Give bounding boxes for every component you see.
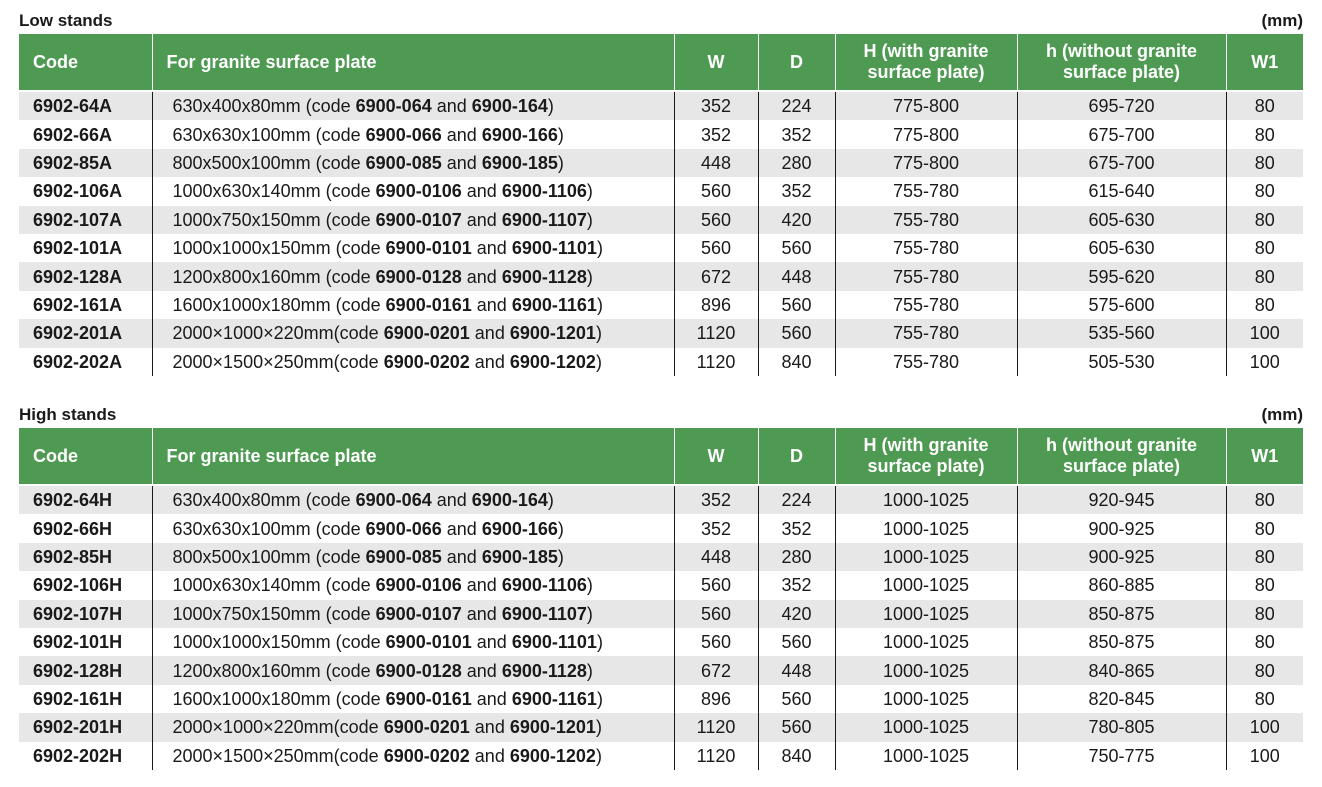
cell-plate: 2000×1000×220mm(code 6900-0201 and 6900-1201) [152, 713, 674, 741]
cell-h-without: 695-720 [1017, 91, 1226, 120]
table-row [19, 149, 1303, 177]
cell-code: 6902-101H [19, 628, 152, 656]
cell-h-without: 750-775 [1017, 742, 1226, 770]
low-stands-body [19, 91, 1303, 376]
section-header [19, 8, 1303, 34]
cell-d: 560 [758, 713, 835, 741]
cell-h-with: 755-780 [835, 262, 1017, 290]
plate-word-code: code [341, 688, 381, 709]
cell-d: 448 [758, 262, 835, 290]
cell-plate: 1600x1000x180mm (code 6900-0161 and 6900-1161) [152, 291, 674, 319]
table-row [19, 91, 1303, 120]
cell-h-without: 840-865 [1017, 656, 1226, 684]
cell-h-with: 1000-1025 [835, 656, 1017, 684]
plate-code-2: 6900-185 [481, 152, 558, 173]
cell-w: 1120 [674, 348, 758, 376]
section-header [19, 402, 1303, 428]
header-d: D [758, 428, 835, 485]
header-h-without-line1: h (without granite [1046, 41, 1197, 61]
plate-word-and: and [476, 238, 507, 259]
cell-w: 352 [674, 120, 758, 148]
cell-w1: 80 [1226, 685, 1303, 713]
low-stands-table [19, 34, 1303, 376]
section-title: Low stands [19, 11, 113, 30]
cell-h-with: 1000-1025 [835, 485, 1017, 514]
cell-d: 420 [758, 600, 835, 628]
cell-w1: 80 [1226, 91, 1303, 120]
cell-plate: 800x500x100mm (code 6900-085 and 6900-185) [152, 149, 674, 177]
cell-w1: 80 [1226, 262, 1303, 290]
plate-word-code: code [321, 124, 361, 145]
cell-w1: 80 [1226, 485, 1303, 514]
plate-word-and: and [446, 152, 477, 173]
plate-size: 800x500x100mm ( [172, 152, 322, 173]
header-plate: For granite surface plate [152, 428, 674, 485]
plate-code-2: 6900-1128 [501, 266, 587, 287]
plate-size: 1000x750x150mm ( [172, 603, 332, 624]
plate-word-code: code [321, 546, 361, 567]
table-row [19, 319, 1303, 347]
plate-code-2: 6900-1106 [501, 575, 587, 596]
plate-word-and: and [446, 518, 477, 539]
cell-plate: 1600x1000x180mm (code 6900-0161 and 6900-1161) [152, 685, 674, 713]
cell-w: 1120 [674, 713, 758, 741]
cell-w: 560 [674, 206, 758, 234]
plate-code-2: 6900-164 [471, 490, 548, 511]
cell-w: 1120 [674, 742, 758, 770]
plate-code-2: 6900-1202 [509, 351, 596, 372]
plate-code-2: 6900-1101 [511, 238, 597, 259]
plate-size: 1000x1000x150mm ( [172, 238, 342, 259]
cell-h-without: 780-805 [1017, 713, 1226, 741]
cell-code: 6902-161H [19, 685, 152, 713]
plate-word-and: and [466, 181, 497, 202]
cell-h-without: 675-700 [1017, 120, 1226, 148]
cell-w1: 100 [1226, 348, 1303, 376]
plate-size: 2000×1000×220mm( [172, 323, 340, 344]
cell-h-without: 900-925 [1017, 543, 1226, 571]
cell-w1: 100 [1226, 713, 1303, 741]
cell-h-with: 755-780 [835, 177, 1017, 205]
plate-word-and: and [436, 96, 467, 117]
high-stands-table [19, 428, 1303, 770]
cell-w: 560 [674, 628, 758, 656]
plate-word-and: and [476, 688, 507, 709]
plate-size: 1000x750x150mm ( [172, 209, 332, 230]
plate-word-and: and [436, 490, 467, 511]
cell-h-without: 605-630 [1017, 234, 1226, 262]
cell-w: 672 [674, 262, 758, 290]
plate-word-code: code [339, 323, 379, 344]
plate-word-and: and [446, 546, 477, 567]
plate-word-code: code [331, 266, 371, 287]
cell-plate: 2000×1500×250mm(code 6900-0202 and 6900-1202) [152, 348, 674, 376]
cell-w: 560 [674, 600, 758, 628]
cell-d: 280 [758, 149, 835, 177]
cell-d: 560 [758, 319, 835, 347]
cell-w: 896 [674, 685, 758, 713]
header-h-without [1017, 428, 1226, 485]
cell-plate: 1000x1000x150mm (code 6900-0101 and 6900-1101) [152, 234, 674, 262]
header-plate: For granite surface plate [152, 34, 674, 91]
plate-word-code: code [321, 518, 361, 539]
header-d: D [758, 34, 835, 91]
plate-code-2: 6900-1161 [511, 688, 597, 709]
cell-w1: 80 [1226, 656, 1303, 684]
cell-h-with: 775-800 [835, 91, 1017, 120]
header-w: W [674, 34, 758, 91]
cell-code: 6902-107H [19, 600, 152, 628]
cell-h-without: 900-925 [1017, 514, 1226, 542]
plate-code-1: 6900-0161 [385, 294, 472, 315]
cell-d: 224 [758, 91, 835, 120]
cell-w: 448 [674, 149, 758, 177]
unit-label: (mm) [1261, 405, 1303, 424]
cell-plate: 1000x630x140mm (code 6900-0106 and 6900-1106) [152, 177, 674, 205]
cell-code: 6902-66A [19, 120, 152, 148]
cell-w1: 80 [1226, 149, 1303, 177]
table-header-row [19, 34, 1303, 91]
cell-w1: 80 [1226, 291, 1303, 319]
plate-code-1: 6900-066 [365, 518, 442, 539]
cell-w1: 80 [1226, 571, 1303, 599]
table-row [19, 685, 1303, 713]
plate-code-1: 6900-064 [355, 96, 432, 117]
cell-w: 896 [674, 291, 758, 319]
plate-code-2: 6900-1202 [509, 745, 596, 766]
plate-code-1: 6900-0107 [375, 603, 462, 624]
plate-word-code: code [339, 351, 379, 372]
cell-w1: 80 [1226, 177, 1303, 205]
cell-d: 352 [758, 514, 835, 542]
cell-w: 672 [674, 656, 758, 684]
cell-w: 560 [674, 177, 758, 205]
plate-word-and: and [474, 717, 505, 738]
cell-plate: 1000x750x150mm (code 6900-0107 and 6900-1107) [152, 600, 674, 628]
cell-h-without: 535-560 [1017, 319, 1226, 347]
plate-word-code: code [321, 152, 361, 173]
cell-plate: 630x400x80mm (code 6900-064 and 6900-164) [152, 485, 674, 514]
cell-d: 560 [758, 628, 835, 656]
plate-code-1: 6900-0106 [375, 181, 462, 202]
plate-code-1: 6900-066 [365, 124, 442, 145]
cell-h-without: 615-640 [1017, 177, 1226, 205]
cell-code: 6902-106H [19, 571, 152, 599]
cell-d: 280 [758, 543, 835, 571]
cell-w: 560 [674, 234, 758, 262]
cell-plate: 1000x630x140mm (code 6900-0106 and 6900-1106) [152, 571, 674, 599]
plate-word-and: and [474, 351, 505, 372]
plate-size: 1000x630x140mm ( [172, 575, 332, 596]
cell-code: 6902-101A [19, 234, 152, 262]
table-row [19, 177, 1303, 205]
cell-w1: 100 [1226, 742, 1303, 770]
cell-plate: 1200x800x160mm (code 6900-0128 and 6900-1128) [152, 656, 674, 684]
cell-w: 1120 [674, 319, 758, 347]
table-row [19, 713, 1303, 741]
table-row [19, 262, 1303, 290]
header-w1: W1 [1226, 34, 1303, 91]
plate-word-and: and [476, 632, 507, 653]
cell-h-without: 595-620 [1017, 262, 1226, 290]
plate-code-2: 6900-1161 [511, 294, 597, 315]
cell-h-with: 755-780 [835, 348, 1017, 376]
cell-code: 6902-106A [19, 177, 152, 205]
plate-word-code: code [331, 181, 371, 202]
cell-d: 448 [758, 656, 835, 684]
plate-code-2: 6900-1201 [509, 717, 596, 738]
header-h-without-line2: surface plate) [1062, 62, 1181, 82]
table-row [19, 485, 1303, 514]
cell-code: 6902-201A [19, 319, 152, 347]
cell-plate: 630x400x80mm (code 6900-064 and 6900-164) [152, 91, 674, 120]
plate-code-2: 6900-166 [481, 518, 558, 539]
unit-label: (mm) [1261, 11, 1303, 30]
cell-h-without: 675-700 [1017, 149, 1226, 177]
cell-plate: 800x500x100mm (code 6900-085 and 6900-185) [152, 543, 674, 571]
cell-code: 6902-85A [19, 149, 152, 177]
table-row [19, 656, 1303, 684]
plate-code-1: 6900-0202 [383, 745, 470, 766]
plate-code-2: 6900-166 [481, 124, 558, 145]
plate-code-2: 6900-1107 [501, 209, 587, 230]
cell-h-with: 755-780 [835, 234, 1017, 262]
table-row [19, 514, 1303, 542]
cell-d: 352 [758, 177, 835, 205]
table-row [19, 600, 1303, 628]
cell-h-without: 850-875 [1017, 628, 1226, 656]
plate-size: 2000×1000×220mm( [172, 717, 340, 738]
cell-d: 560 [758, 234, 835, 262]
plate-code-1: 6900-085 [365, 152, 442, 173]
plate-code-1: 6900-0201 [383, 717, 470, 738]
header-h-with-line2: surface plate) [867, 456, 985, 476]
header-code: Code [19, 428, 152, 485]
cell-h-with: 1000-1025 [835, 514, 1017, 542]
plate-word-code: code [331, 603, 371, 624]
cell-code: 6902-128A [19, 262, 152, 290]
plate-size: 1000x1000x150mm ( [172, 632, 342, 653]
plate-code-2: 6900-1101 [511, 632, 597, 653]
header-h-without [1017, 34, 1226, 91]
cell-d: 560 [758, 291, 835, 319]
high-stands-section [19, 402, 1303, 770]
cell-h-with: 1000-1025 [835, 742, 1017, 770]
cell-code: 6902-64A [19, 91, 152, 120]
plate-size: 630x630x100mm ( [172, 518, 322, 539]
cell-plate: 1200x800x160mm (code 6900-0128 and 6900-1128) [152, 262, 674, 290]
plate-word-code: code [331, 209, 371, 230]
cell-code: 6902-202H [19, 742, 152, 770]
cell-h-without: 820-845 [1017, 685, 1226, 713]
plate-code-2: 6900-1128 [501, 660, 587, 681]
plate-size: 1200x800x160mm ( [172, 660, 332, 681]
cell-w: 352 [674, 514, 758, 542]
cell-w1: 80 [1226, 206, 1303, 234]
cell-plate: 2000×1500×250mm(code 6900-0202 and 6900-1202) [152, 742, 674, 770]
cell-code: 6902-85H [19, 543, 152, 571]
header-h-with-line2: surface plate) [867, 62, 985, 82]
header-h-with [835, 34, 1017, 91]
cell-code: 6902-128H [19, 656, 152, 684]
table-header-row [19, 428, 1303, 485]
plate-code-1: 6900-0161 [385, 688, 472, 709]
high-stands-body [19, 485, 1303, 770]
plate-word-and: and [474, 745, 505, 766]
cell-w: 352 [674, 485, 758, 514]
cell-w1: 80 [1226, 543, 1303, 571]
header-h-without-line1: h (without granite [1046, 435, 1197, 455]
header-h-with-line1: H (with granite [863, 41, 989, 61]
cell-d: 840 [758, 742, 835, 770]
plate-code-1: 6900-0128 [375, 660, 462, 681]
cell-h-without: 505-530 [1017, 348, 1226, 376]
table-row [19, 543, 1303, 571]
plate-code-2: 6900-185 [481, 546, 558, 567]
plate-code-1: 6900-064 [355, 490, 432, 511]
plate-word-and: and [466, 575, 497, 596]
cell-code: 6902-201H [19, 713, 152, 741]
plate-code-1: 6900-0107 [375, 209, 462, 230]
cell-h-with: 755-780 [835, 319, 1017, 347]
plate-word-code: code [341, 294, 381, 315]
cell-code: 6902-107A [19, 206, 152, 234]
plate-size: 630x400x80mm ( [172, 96, 312, 117]
cell-d: 352 [758, 571, 835, 599]
plate-size: 1600x1000x180mm ( [172, 688, 342, 709]
cell-h-with: 1000-1025 [835, 571, 1017, 599]
plate-size: 2000×1500×250mm( [172, 351, 340, 372]
header-w1: W1 [1226, 428, 1303, 485]
cell-d: 420 [758, 206, 835, 234]
plate-code-2: 6900-1201 [509, 323, 596, 344]
plate-word-code: code [311, 96, 351, 117]
plate-code-1: 6900-085 [365, 546, 442, 567]
plate-code-2: 6900-164 [471, 96, 548, 117]
cell-h-with: 1000-1025 [835, 685, 1017, 713]
cell-h-with: 755-780 [835, 206, 1017, 234]
header-h-with-line1: H (with granite [863, 435, 989, 455]
plate-word-and: and [466, 266, 497, 287]
plate-size: 800x500x100mm ( [172, 546, 322, 567]
plate-code-1: 6900-0201 [383, 323, 470, 344]
cell-h-with: 775-800 [835, 120, 1017, 148]
cell-plate: 2000×1000×220mm(code 6900-0201 and 6900-1201) [152, 319, 674, 347]
plate-code-1: 6900-0106 [375, 575, 462, 596]
plate-code-1: 6900-0128 [375, 266, 462, 287]
table-row [19, 234, 1303, 262]
cell-h-without: 575-600 [1017, 291, 1226, 319]
cell-h-with: 1000-1025 [835, 600, 1017, 628]
plate-code-1: 6900-0202 [383, 351, 470, 372]
plate-word-code: code [331, 660, 371, 681]
table-row [19, 206, 1303, 234]
cell-h-with: 775-800 [835, 149, 1017, 177]
cell-w1: 80 [1226, 234, 1303, 262]
header-h-without-line2: surface plate) [1062, 456, 1181, 476]
header-h-with [835, 428, 1017, 485]
table-row [19, 628, 1303, 656]
header-code: Code [19, 34, 152, 91]
cell-d: 840 [758, 348, 835, 376]
cell-plate: 1000x1000x150mm (code 6900-0101 and 6900-1101) [152, 628, 674, 656]
plate-size: 630x400x80mm ( [172, 490, 312, 511]
plate-word-code: code [311, 490, 351, 511]
plate-word-code: code [341, 632, 381, 653]
cell-w1: 80 [1226, 628, 1303, 656]
cell-d: 352 [758, 120, 835, 148]
table-row [19, 742, 1303, 770]
cell-code: 6902-161A [19, 291, 152, 319]
cell-code: 6902-64H [19, 485, 152, 514]
plate-word-code: code [339, 717, 379, 738]
plate-word-code: code [339, 745, 379, 766]
plate-size: 630x630x100mm ( [172, 124, 322, 145]
header-w: W [674, 428, 758, 485]
cell-h-with: 1000-1025 [835, 543, 1017, 571]
table-row [19, 571, 1303, 599]
plate-word-and: and [474, 323, 505, 344]
plate-code-2: 6900-1106 [501, 181, 587, 202]
plate-size: 2000×1500×250mm( [172, 745, 340, 766]
plate-code-2: 6900-1107 [501, 603, 587, 624]
cell-h-without: 605-630 [1017, 206, 1226, 234]
cell-w1: 100 [1226, 319, 1303, 347]
cell-h-with: 1000-1025 [835, 713, 1017, 741]
section-title: High stands [19, 405, 117, 424]
cell-code: 6902-202A [19, 348, 152, 376]
cell-w1: 80 [1226, 514, 1303, 542]
plate-word-code: code [341, 238, 381, 259]
plate-word-and: and [466, 603, 497, 624]
cell-w1: 80 [1226, 120, 1303, 148]
table-row [19, 291, 1303, 319]
cell-h-with: 1000-1025 [835, 628, 1017, 656]
cell-w1: 80 [1226, 600, 1303, 628]
low-stands-section [19, 8, 1303, 376]
cell-plate: 630x630x100mm (code 6900-066 and 6900-166) [152, 514, 674, 542]
plate-word-and: and [466, 660, 497, 681]
table-row [19, 348, 1303, 376]
cell-h-without: 860-885 [1017, 571, 1226, 599]
plate-size: 1200x800x160mm ( [172, 266, 332, 287]
cell-d: 224 [758, 485, 835, 514]
plate-word-and: and [446, 124, 477, 145]
plate-word-code: code [331, 575, 371, 596]
cell-plate: 630x630x100mm (code 6900-066 and 6900-166) [152, 120, 674, 148]
table-row [19, 120, 1303, 148]
cell-code: 6902-66H [19, 514, 152, 542]
cell-plate: 1000x750x150mm (code 6900-0107 and 6900-1107) [152, 206, 674, 234]
cell-h-without: 920-945 [1017, 485, 1226, 514]
cell-d: 560 [758, 685, 835, 713]
plate-word-and: and [466, 209, 497, 230]
cell-h-with: 755-780 [835, 291, 1017, 319]
cell-w: 560 [674, 571, 758, 599]
cell-w: 448 [674, 543, 758, 571]
plate-size: 1000x630x140mm ( [172, 181, 332, 202]
plate-size: 1600x1000x180mm ( [172, 294, 342, 315]
plate-word-and: and [476, 294, 507, 315]
plate-code-1: 6900-0101 [385, 238, 472, 259]
cell-h-without: 850-875 [1017, 600, 1226, 628]
cell-w: 352 [674, 91, 758, 120]
plate-code-1: 6900-0101 [385, 632, 472, 653]
